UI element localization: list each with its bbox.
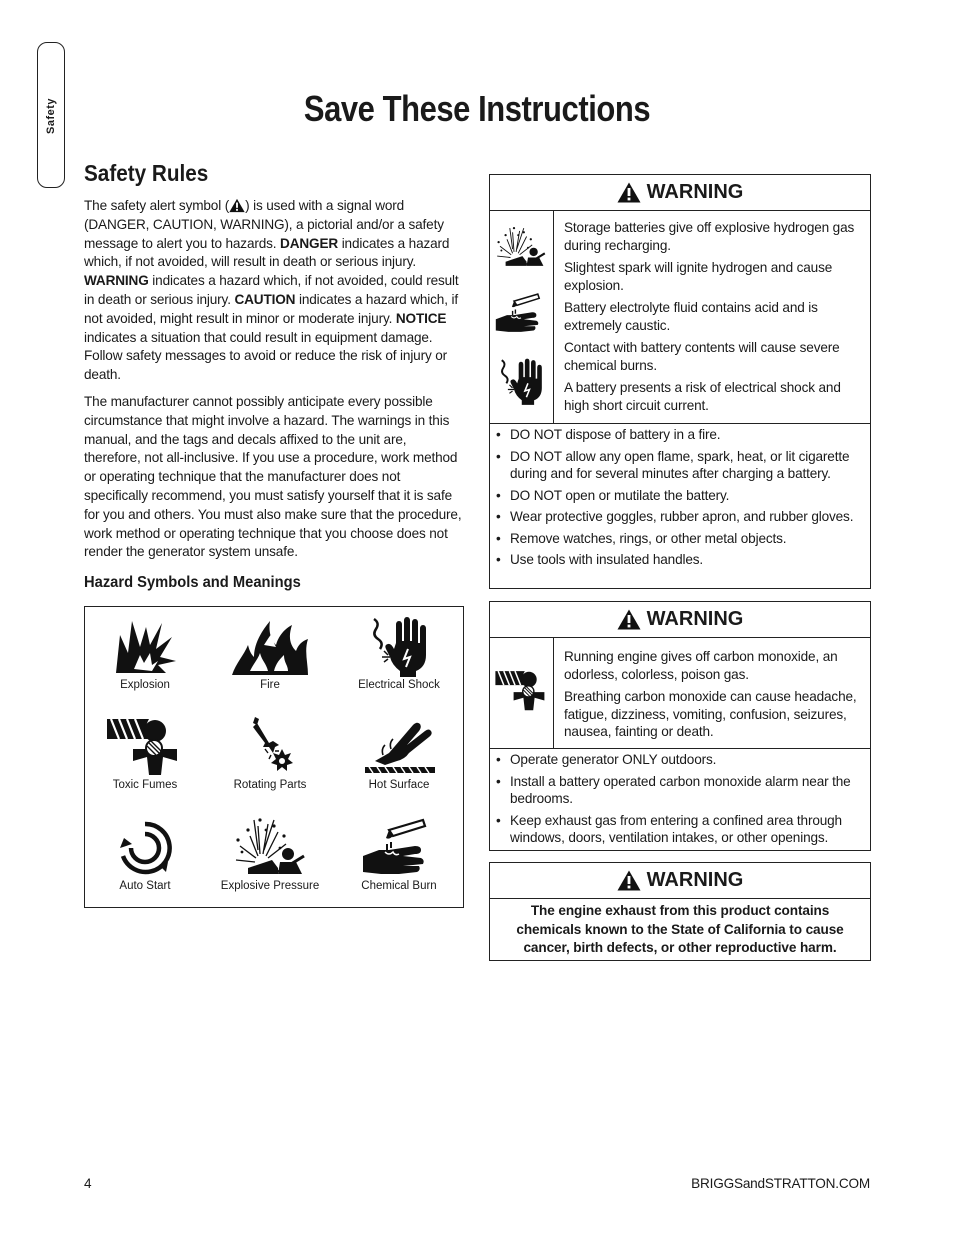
prop65-warning-text: The engine exhaust from this product contains chemicals known to the State of California to cause cancer, birth defects, or other reproductive harm. <box>516 903 844 955</box>
warning-header <box>490 175 870 211</box>
hazard-label: Rotating Parts <box>233 779 307 792</box>
hazard-label: Hot Surface <box>368 779 430 792</box>
hazard-item <box>205 707 335 808</box>
list-item: • DO NOT dispose of battery in a fire. <box>496 426 862 444</box>
page-number: 4 <box>84 1176 92 1191</box>
list-item: • Remove watches, rings, or other metal objects. <box>496 530 862 548</box>
warning-text <box>554 211 870 423</box>
hot-surface-icon <box>359 715 439 777</box>
warning-title: WARNING <box>646 869 744 891</box>
warning-statement: Contact with battery contents will cause severe chemical burns. <box>564 340 840 373</box>
safety-rules-paragraph-1: The safety alert symbol ( ) is used with a signal word (DANGER, CAUTION, WARNING), a pictorial and/or a safety message to alert you to hazards. DANGER indicates a hazard which, if not avoided, will result in death or serious injury. WARNING indicates a hazard which, if not avoided, could result in death or serious injury. CAUTION indicates a hazard which, if not avoided, might result in minor or moderate injury. NOTICE indicates a situation that could result in equipment damage. Follow safety messages to avoid or reduce the risk of injury or death. <box>84 198 459 383</box>
prop65-warning-box <box>489 862 871 961</box>
list-item: • DO NOT allow any open flame, spark, heat, or lit cigarette during and for several minutes after charging a battery. <box>496 448 862 483</box>
warning-icons <box>490 211 554 423</box>
hazard-item <box>85 808 205 908</box>
warning-header <box>490 602 870 638</box>
hazard-symbols-grid <box>84 606 464 908</box>
hazard-item <box>335 607 463 707</box>
warning-title: WARNING <box>646 181 744 203</box>
page-title: Save These Instructions <box>303 88 651 129</box>
toxic-fumes-icon <box>105 715 185 777</box>
rotating-parts-icon <box>235 715 305 777</box>
hazard-item <box>335 707 463 808</box>
side-tab-label: Safety <box>45 97 57 135</box>
warning-statements <box>490 211 870 424</box>
hazard-item <box>85 707 205 808</box>
list-item: • DO NOT open or mutilate the battery. <box>496 487 862 505</box>
warning-header <box>490 863 870 899</box>
warning-statement: Battery electrolyte fluid contains acid and is extremely caustic. <box>564 300 818 333</box>
list-item: • Keep exhaust gas from entering a confined area through windows, doors, ventilation intakes, or other openings. <box>496 812 862 847</box>
warning-statement: Slightest spark will ignite hydrogen and cause explosion. <box>564 260 833 293</box>
list-item: • Operate generator ONLY outdoors. <box>496 751 862 769</box>
chemical-burn-icon <box>359 816 439 878</box>
website-link[interactable]: BRIGGSandSTRATTON.COM <box>691 1176 870 1191</box>
hazard-label: Fire <box>260 679 280 692</box>
hazard-label: Toxic Fumes <box>112 779 178 792</box>
safety-rules-paragraph-2: The manufacturer cannot possibly anticipate every possible circumstance that might involve a hazard. The warnings in this manual, and the tags and decals affixed to the unit are, therefore, not all-inclusive. If you use a procedure, work method or operating technique that the manufacturer does not specifically recommend, you must satisfy yourself that it is safe for you and others. You must also make sure that the procedure, work method or operating technique that you choose does not render the generator system unsafe. <box>84 393 462 560</box>
hazard-label: Auto Start <box>119 880 171 893</box>
list-item: • Wear protective goggles, rubber apron, and rubber gloves. <box>496 508 862 526</box>
hazard-item <box>335 808 463 908</box>
fire-icon <box>230 615 310 677</box>
warning-statement: Running engine gives off carbon monoxide, an odorless, colorless, poison gas. <box>564 649 838 682</box>
explosive-pressure-icon <box>230 816 310 878</box>
hazard-label: Explosive Pressure <box>220 880 320 893</box>
left-column <box>84 160 466 908</box>
auto-start-icon <box>110 816 180 878</box>
list-item: • Install a battery operated carbon monoxide alarm near the bedrooms. <box>496 773 862 808</box>
battery-warning-box <box>489 174 871 589</box>
electrical-shock-icon <box>364 615 434 677</box>
warning-statement: Storage batteries give off explosive hydrogen gas during recharging. <box>564 220 855 253</box>
safety-alert-icon <box>229 198 245 213</box>
warning-text <box>554 638 870 748</box>
hazard-item <box>205 607 335 707</box>
electrical-shock-icon <box>494 353 548 409</box>
hazard-label: Electrical Shock <box>358 679 440 692</box>
warning-statement: Breathing carbon monoxide can cause headache, fatigue, dizziness, vomiting, confusion, seizures, nausea, fainting or death. <box>564 689 857 739</box>
explosive-pressure-icon <box>493 225 549 269</box>
list-item: • Use tools with insulated handles. <box>496 551 862 569</box>
safety-rules-heading: Safety Rules <box>84 160 209 186</box>
safety-alert-icon <box>617 609 641 630</box>
warning-bullets <box>490 749 870 855</box>
safety-alert-icon <box>617 182 641 203</box>
warning-title: WARNING <box>646 608 744 630</box>
warning-statement: A battery presents a risk of electrical shock and high short circuit current. <box>564 380 841 413</box>
hazard-label: Chemical Burn <box>361 880 437 893</box>
carbon-monoxide-warning-box <box>489 601 871 851</box>
toxic-fumes-icon <box>494 668 550 712</box>
warning-icons <box>490 638 554 748</box>
hazard-item <box>205 808 335 908</box>
chemical-burn-icon <box>493 291 549 335</box>
hazard-label: Explosion <box>120 679 170 692</box>
hazard-item <box>85 607 205 707</box>
hazard-symbols-heading: Hazard Symbols and Meanings <box>84 574 301 592</box>
explosion-icon <box>110 615 180 677</box>
warning-bullets <box>490 424 870 577</box>
safety-alert-icon <box>617 870 641 891</box>
warning-statements <box>490 638 870 749</box>
